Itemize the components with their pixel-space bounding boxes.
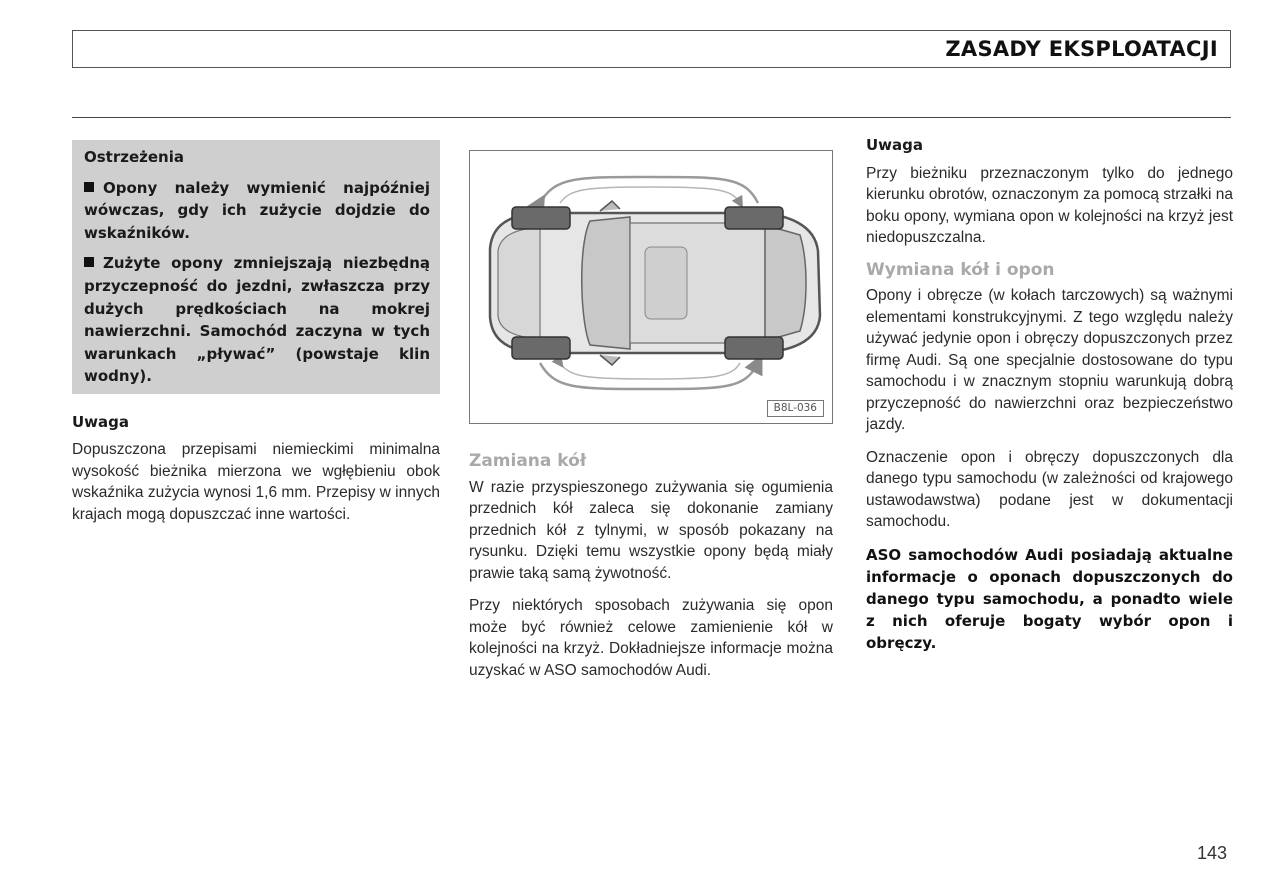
wheel-rotation-figure: [469, 150, 833, 424]
warning-text: Zużyte opony zmniejszają niezbędną przyczepność do jezdni, zwłaszcza przy dużych prędkościach na mokrej nawierzchni. Samochód zaczyna w tych warunkach „pływać” (powstaje klin wodny).: [84, 254, 430, 386]
section-title-wheels-tires: Wymiana kół i opon: [866, 259, 1055, 280]
note-title: Uwaga: [866, 136, 924, 154]
bullet-square-icon: [84, 182, 94, 192]
column-middle: [469, 150, 833, 692]
bold-paragraph: ASO samochodów Audi posiadają aktualne informacje o oponach dopuszczonych do danego typu samochodu, a ponadto wiele z nich oferuje bogaty wybór opon i obręczy.: [866, 545, 1233, 652]
section-title-wheel-swap: Zamiana kół: [469, 451, 587, 471]
header-rule: [72, 117, 1231, 118]
warning-text: Opony należy wymienić najpóźniej wówczas, gdy ich zużycie dojdzie do wskaźników.: [84, 178, 430, 242]
paragraph: W razie przyspieszonego zużywania się ogumienia przednich kół zaleca się dokonanie zamiany przednich kół z tylnymi, w sposób pokazany na rysunku. Dzięki temu wszystkie opony będą miały prawie taką samą żywotność.: [469, 478, 833, 582]
page-number: 143: [1196, 843, 1227, 863]
paragraph: Opony i obręcze (w kołach tarczowych) są ważnymi elementami konstrukcyjnymi. Z tego względu należy używać jedynie opon i obręczy dopuszczonych przez firmę Audi. Są one specjalnie dostosowane do typu samochodu i w znacznym stopniu warunkują dobrą przyczepność do nawierzchni oraz bezpieczeństwo jazdy.: [866, 287, 1233, 433]
note-title: Uwaga: [72, 412, 130, 431]
warning-item: [84, 252, 430, 388]
bullet-square-icon: [84, 257, 94, 267]
column-left: [72, 140, 440, 536]
figure-code: B8L-036: [767, 400, 824, 417]
note-text: Dopuszczona przepisami niemieckimi minimalna wysokość bieżnika mierzona we wgłębieniu obok wskaźnika zużycia wynosi 1,6 mm. Przepisy w innych krajach mogą dopuszczać inne wartości.: [72, 441, 440, 523]
header-title: ZASADY EKSPLOATACJI: [945, 37, 1218, 61]
warning-item: [84, 177, 430, 245]
warning-title: Ostrzeżenia: [84, 148, 184, 166]
note-text: Przy bieżniku przeznaczonym tylko do jednego kierunku obrotów, oznaczonym za pomocą strzałki na boku opony, wymiana opon w kolejności na krzyż jest niedopuszczalna.: [866, 164, 1234, 246]
warning-box: [72, 140, 440, 394]
paragraph: Oznaczenie opon i obręczy dopuszczonych dla danego typu samochodu (w zależności od krajowego ustawodawstwa) podane jest w dokumentacji samochodu.: [866, 448, 1233, 530]
header-box: [72, 30, 1231, 68]
car-top-view-icon: [470, 151, 832, 423]
column-right: [866, 135, 1233, 665]
paragraph: Przy niektórych sposobach zużywania się opon może być również celowe zamienienie kół w kolejności na krzyż. Dokładniejsze informacje można uzyskać w ASO samochodów Audi.: [469, 597, 833, 679]
